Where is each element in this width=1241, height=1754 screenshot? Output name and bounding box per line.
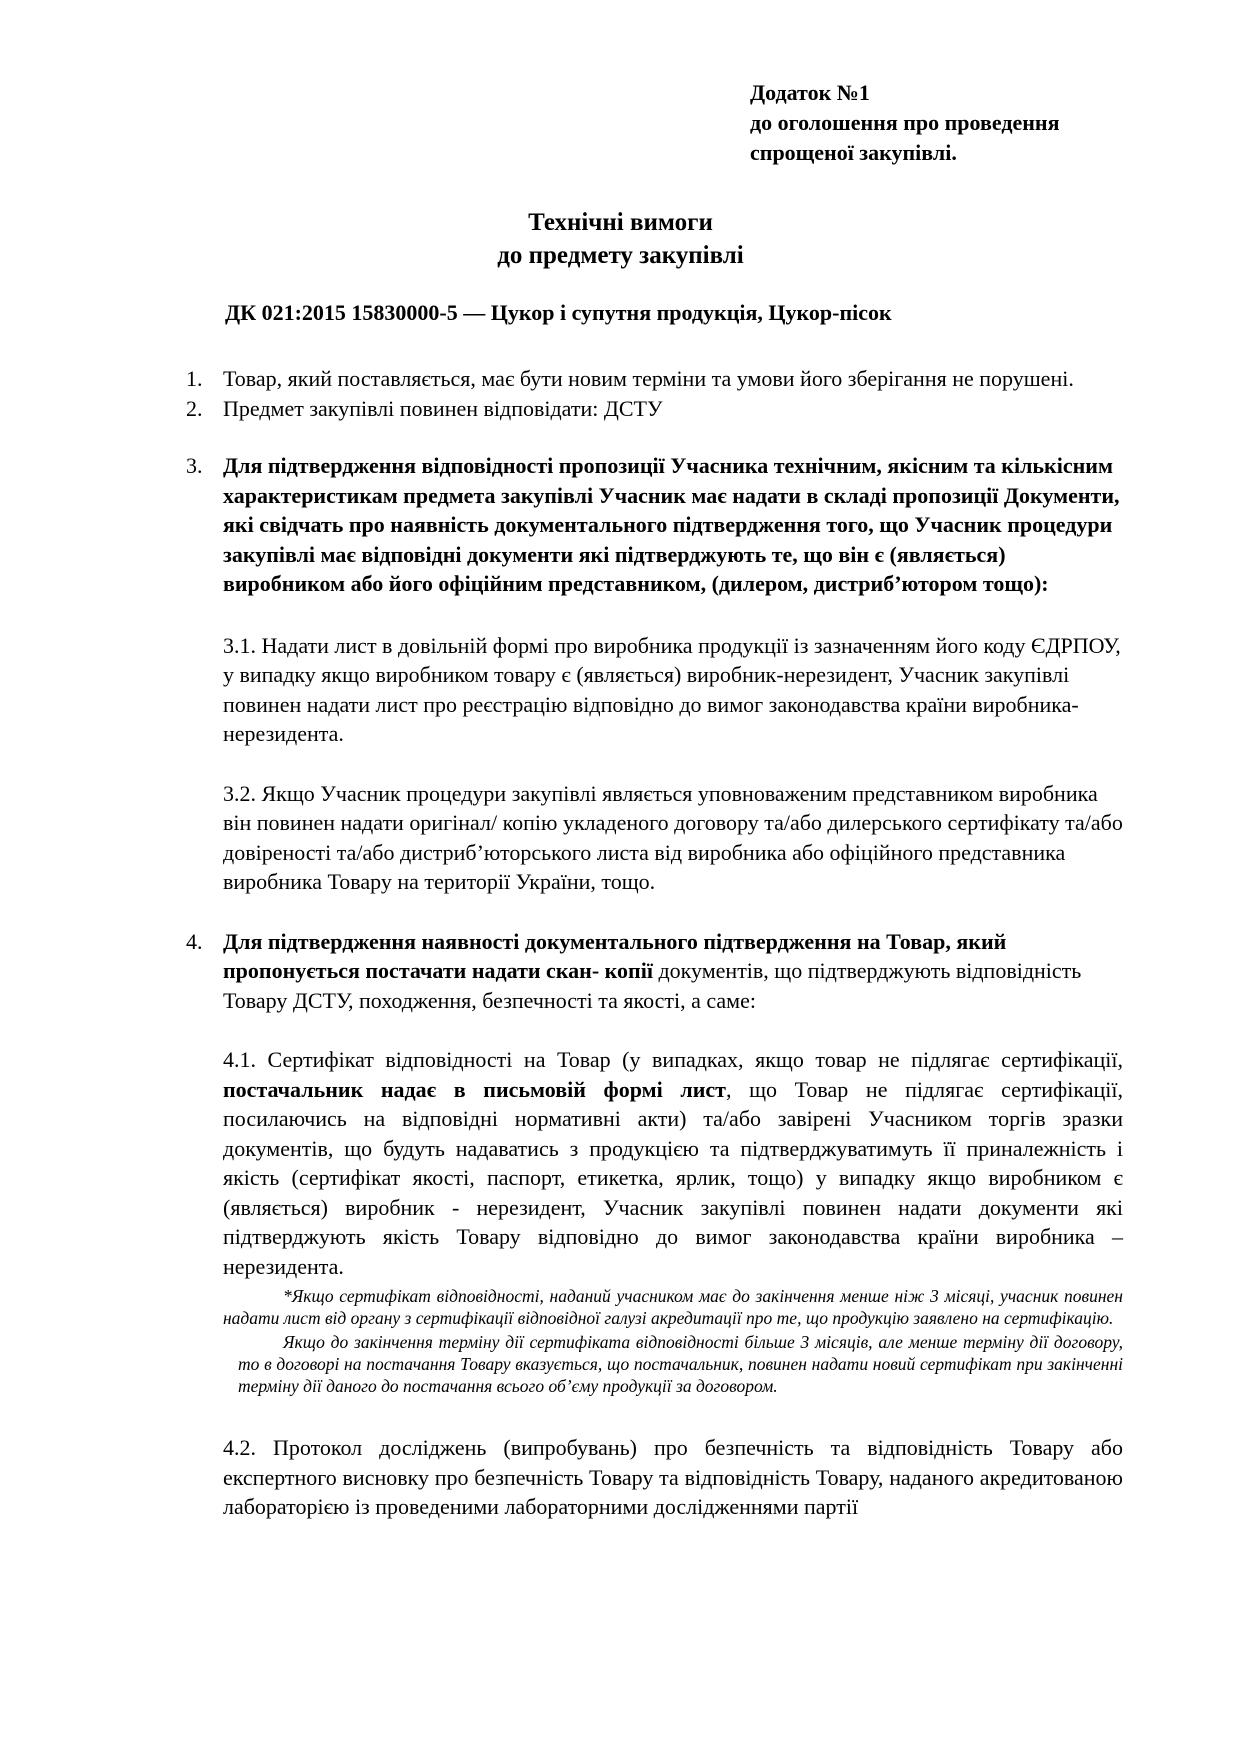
- list-number: 4.: [186, 928, 203, 954]
- procurement-code: ДК 021:2015 15830000-5 — Цукор і супутня продукція, Цукор-пісок: [225, 300, 892, 325]
- list-item-text: Товар, який поставляється, має бути новим терміни та умови його зберігання не порушені.: [223, 366, 1074, 391]
- list-number: 1.: [186, 366, 203, 391]
- footnote-2: Якщо до закінчення терміну дії сертифіката відповідності більше 3 місяців, але менше терміну дії договору, то в договорі на постачання Товару вказується, що постачальник, повинен надати новий сертифікат при закінченні терміну дії даного до постачання всього об’єму продукції за договором.: [238, 1332, 1123, 1396]
- list-item-text-bold: Для підтвердження наявності документального підтвердження на Товар, який пропонується постачати надати скан- копії: [223, 928, 1007, 983]
- subitem-4-1-text: 4.1. Сертифікат відповідності на Товар (у випадках, якщо товар не підлягає сертифікації,: [223, 1047, 1123, 1072]
- list-number: 3.: [186, 453, 203, 478]
- list-item-2: [0, 394, 1123, 424]
- subitem-4-1-text-rest: , що Товар не підлягає сертифікації, посилаючись на відповідні нормативні акти) та/або завірені Учасником торгів зразки документів, що будуть надаватись з продукцією та підтверджуватимуть її приналежність і якість (сертифікат якості, паспорт, етикетка, ярлик, тощо) у випадку якщо виробником є (являється) виробник - нерезидент, Учасник закупівлі повинен надати документи які підтверджують якість Товару відповідно до вимог законодавства країни виробника – нерезидента.: [223, 1076, 1123, 1279]
- list-item-text: Предмет закупівлі повинен відповідати: ДСТУ: [223, 395, 663, 421]
- list-item-text: документів, що підтверджують відповідність Товару ДСТУ, походження, безпечності та якості, а саме:: [223, 958, 1082, 1013]
- footnote-1: *Якщо сертифікат відповідності, наданий учасником має до закінчення менше ніж 3 місяці, учасник повинен надати лист від органу з сертифікації відповідної галузі акредитації про те, що продукцію заявлено на сертифікацію.: [223, 1286, 1123, 1328]
- subitem-3-2: 3.2. Якщо Учасник процедури закупівлі являється уповноваженим представником виробника він повинен надати оригінал/ копію укладеного договору та/або дилерського сертифікату та/або довіреності та/або дистриб’юторського листа від виробника або офіційного представника виробника Товару на території України, тощо.: [223, 780, 1123, 894]
- list-item-text: Для підтвердження відповідності пропозиції Учасника технічним, якісним та кількісним характеристикам предмета закупівлі Учасник має надати в складі пропозиції Документи, які свідчать про наявність документального підтвердження того, що Учасник процедури закупівлі має відповідні документи які підтверджують те, що він є (являється) виробником або його офіційним представником, (дилером, дистриб’ютором тощо):: [223, 453, 1120, 596]
- subitem-4-1-bold: постачальник надає в письмовій формі лист: [223, 1076, 726, 1102]
- title-line-2: до предмету закупівлі: [497, 242, 744, 269]
- document-title: [0, 206, 1241, 272]
- annex-ref-line-1: до оголошення про проведення: [750, 110, 1060, 135]
- subitem-4-1: [223, 1045, 1123, 1281]
- subitem-3-1: 3.1. Надати лист в довільній формі про виробника продукції із зазначенням його коду ЄДРПОУ, у випадку якщо виробником товару є (являється) виробник-нерезидент, Учасник закупівлі повинен надати лист про реєстрацію відповідно до вимог законодавства країни виробника-нерезидента.: [223, 632, 1121, 746]
- annex-ref-line-2: спрощеної закупівлі.: [750, 140, 957, 165]
- subitem-4-2: 4.2. Протокол досліджень (випробувань) про безпечність та відповідність Товару або експертного висновку про безпечність Товару та відповідність Товару, наданого акредитованою лабораторією із проведеними лабораторними дослідженнями партії: [223, 1435, 1123, 1519]
- annex-header: [750, 78, 1060, 168]
- list-number: 2.: [186, 395, 203, 421]
- annex-number: Додаток №1: [750, 80, 870, 105]
- list-item-4: [0, 927, 1123, 1016]
- document-body: [0, 364, 1241, 1522]
- list-item-1: [0, 364, 1123, 394]
- title-line-1: Технічні вимоги: [528, 209, 713, 236]
- list-item-3: [0, 451, 1123, 599]
